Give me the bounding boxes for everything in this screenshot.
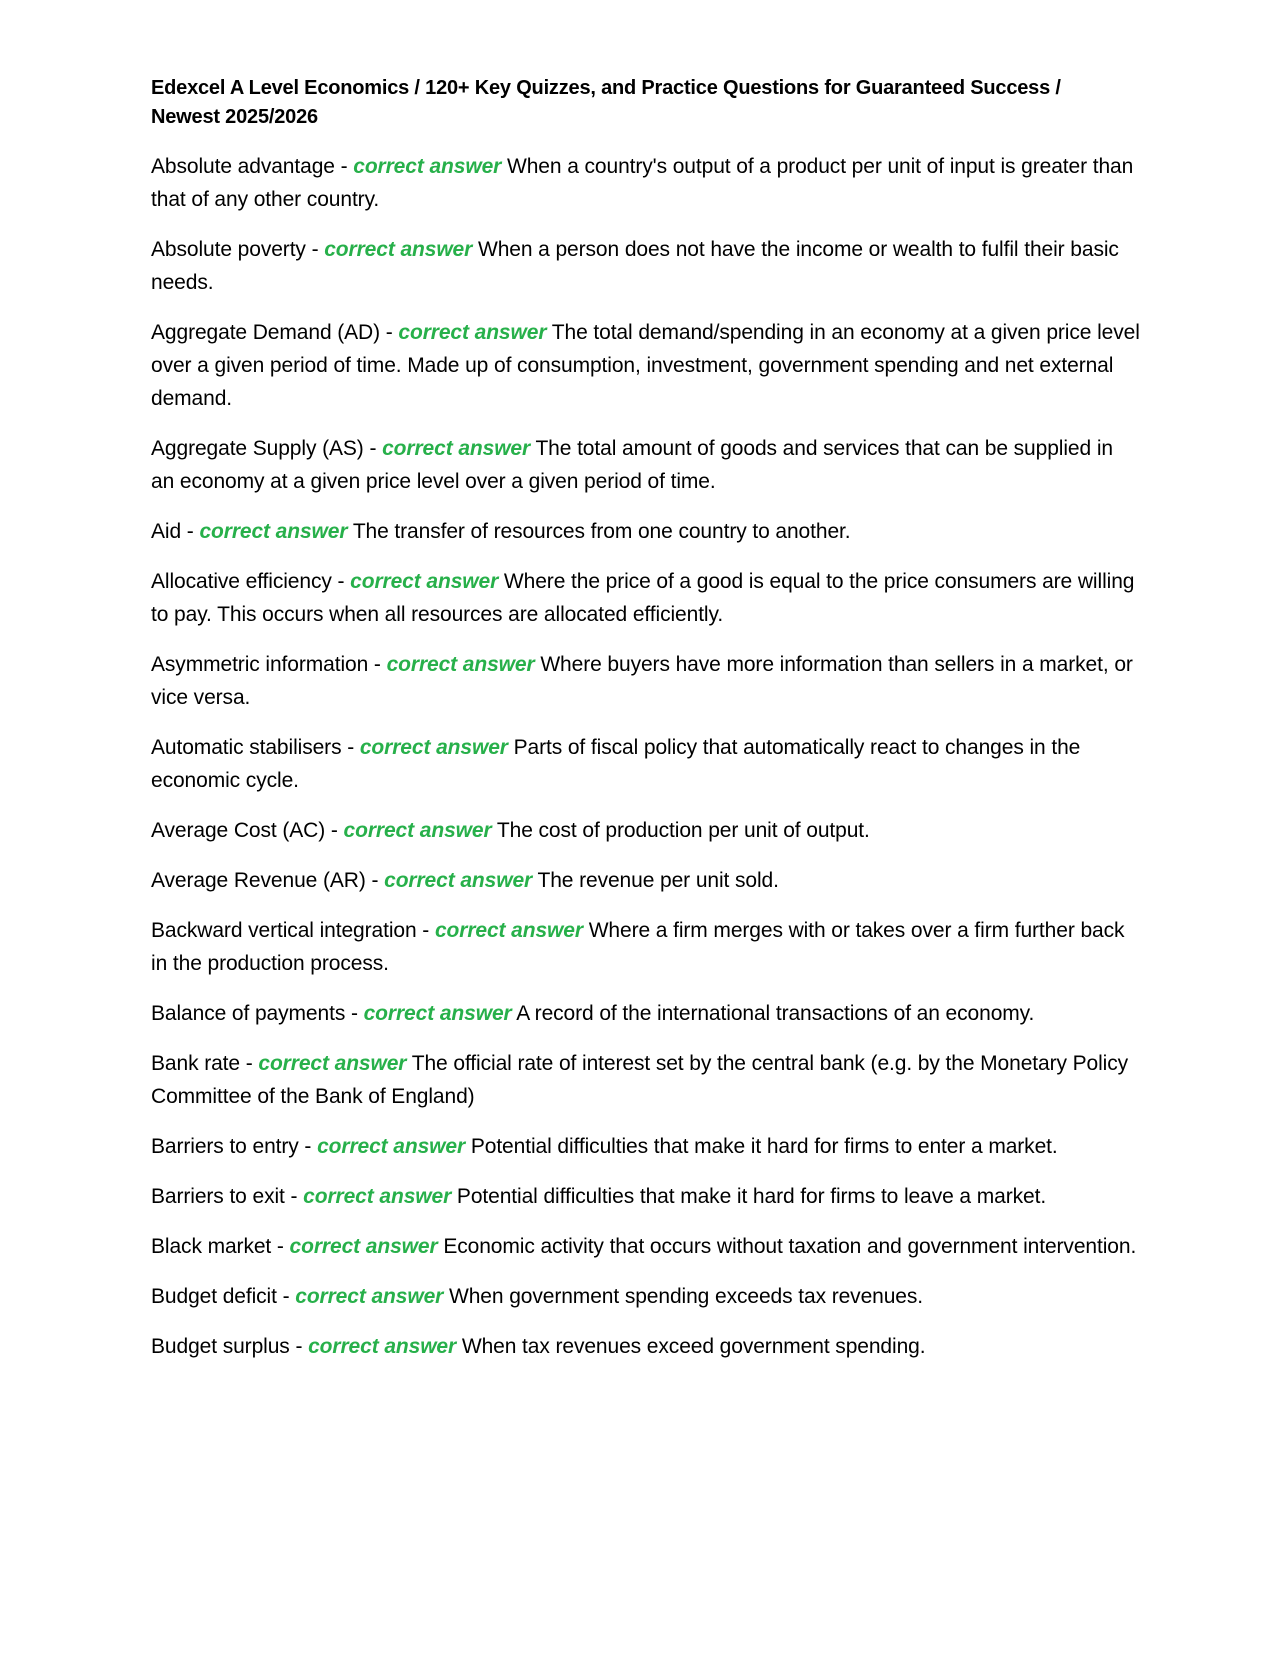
correct-answer-label: correct answer <box>386 653 535 676</box>
term-separator: - <box>331 570 351 593</box>
glossary-entry <box>151 233 1141 299</box>
correct-answer-label: correct answer <box>258 1052 407 1075</box>
term-separator: - <box>289 1335 309 1358</box>
document-title-line-1: Edexcel A Level Economics / 120+ Key Quizzes, and Practice Questions for Guaranteed Success / <box>151 77 1061 99</box>
glossary-entry <box>151 648 1141 714</box>
glossary-definition: Potential difficulties that make it hard for firms to enter a market. <box>470 1135 1058 1158</box>
term-separator: - <box>305 238 325 261</box>
glossary-term: Black market <box>151 1235 272 1258</box>
correct-answer-label: correct answer <box>353 155 502 178</box>
glossary-term: Average Revenue (AR) <box>151 869 366 892</box>
glossary-definition: Parts of fiscal policy that automatically react to changes in the economic cycle. <box>151 736 1081 792</box>
glossary-entry <box>151 1230 1141 1263</box>
glossary-definition: When a person does not have the income or wealth to fulfil their basic needs. <box>151 238 1119 294</box>
glossary-entry <box>151 150 1141 216</box>
glossary-definition: The cost of production per unit of output. <box>496 819 870 842</box>
glossary-entry <box>151 432 1141 498</box>
correct-answer-label: correct answer <box>308 1335 457 1358</box>
glossary-term: Asymmetric information <box>151 653 369 676</box>
correct-answer-label: correct answer <box>434 919 583 942</box>
glossary-definition: The total demand/spending in an economy at a given price level over a given period of time. Made up of consumption, investment, government spending and net external demand. <box>151 321 1140 410</box>
glossary-term: Automatic stabilisers <box>151 736 342 759</box>
term-separator: - <box>298 1135 318 1158</box>
correct-answer-label: correct answer <box>359 736 508 759</box>
glossary-entry <box>151 864 1141 897</box>
glossary-term: Budget deficit <box>151 1285 277 1308</box>
document-title-line-2: Newest 2025/2026 <box>151 106 318 128</box>
term-separator: - <box>240 1052 259 1075</box>
term-separator: - <box>325 819 344 842</box>
term-separator: - <box>380 321 399 344</box>
correct-answer-label: correct answer <box>303 1185 452 1208</box>
glossary-term: Bank rate <box>151 1052 240 1075</box>
glossary-term: Allocative efficiency <box>151 570 332 593</box>
glossary-list <box>151 150 1141 1363</box>
glossary-term: Balance of payments <box>151 1002 346 1025</box>
glossary-definition: The transfer of resources from one country to another. <box>352 520 851 543</box>
correct-answer-label: correct answer <box>350 570 499 593</box>
term-separator: - <box>416 919 435 942</box>
document-title <box>151 74 1141 132</box>
glossary-definition: Economic activity that occurs without taxation and government intervention. <box>443 1235 1137 1258</box>
glossary-definition: Where the price of a good is equal to the price consumers are willing to pay. This occurs when all resources are allocated efficiently. <box>151 570 1135 626</box>
glossary-term: Average Cost (AC) <box>151 819 326 842</box>
glossary-definition: Where buyers have more information than sellers in a market, or vice versa. <box>151 653 1133 709</box>
glossary-definition: The revenue per unit sold. <box>537 869 779 892</box>
glossary-definition: When a country's output of a product per unit of input is greater than that of any other country. <box>151 155 1134 211</box>
glossary-entry <box>151 1280 1141 1313</box>
glossary-definition: When government spending exceeds tax revenues. <box>449 1285 924 1308</box>
term-separator: - <box>345 1002 364 1025</box>
term-separator: - <box>334 155 354 178</box>
correct-answer-label: correct answer <box>324 238 473 261</box>
glossary-entry <box>151 515 1141 548</box>
correct-answer-label: correct answer <box>382 437 531 460</box>
glossary-definition: When tax revenues exceed government spending. <box>461 1335 926 1358</box>
glossary-entry <box>151 1130 1141 1163</box>
glossary-definition: A record of the international transactions of an economy. <box>516 1002 1035 1025</box>
correct-answer-label: correct answer <box>363 1002 512 1025</box>
glossary-entry <box>151 814 1141 847</box>
term-separator: - <box>271 1235 290 1258</box>
document-page <box>151 74 1141 1380</box>
term-separator: - <box>363 437 383 460</box>
glossary-definition: Potential difficulties that make it hard for firms to leave a market. <box>456 1185 1047 1208</box>
glossary-entry <box>151 914 1141 980</box>
glossary-term: Barriers to entry <box>151 1135 299 1158</box>
glossary-definition: Where a firm merges with or takes over a firm further back in the production process. <box>151 919 1125 975</box>
glossary-definition: The total amount of goods and services that can be supplied in an economy at a given price level over a given period of time. <box>151 437 1113 493</box>
glossary-term: Absolute advantage <box>151 155 335 178</box>
glossary-entry <box>151 1330 1141 1363</box>
correct-answer-label: correct answer <box>317 1135 466 1158</box>
glossary-term: Aggregate Demand (AD) <box>151 321 381 344</box>
term-separator: - <box>276 1285 296 1308</box>
term-separator: - <box>181 520 200 543</box>
glossary-entry <box>151 997 1141 1030</box>
glossary-term: Aggregate Supply (AS) <box>151 437 364 460</box>
correct-answer-label: correct answer <box>289 1235 438 1258</box>
glossary-entry <box>151 1180 1141 1213</box>
glossary-term: Barriers to exit <box>151 1185 285 1208</box>
correct-answer-label: correct answer <box>343 819 492 842</box>
term-separator: - <box>368 653 387 676</box>
glossary-term: Backward vertical integration <box>151 919 417 942</box>
glossary-term: Aid <box>151 520 182 543</box>
glossary-definition: The official rate of interest set by the central bank (e.g. by the Monetary Policy Committee of the Bank of England) <box>151 1052 1129 1108</box>
glossary-entry <box>151 1047 1141 1113</box>
term-separator: - <box>341 736 360 759</box>
correct-answer-label: correct answer <box>398 321 547 344</box>
glossary-entry <box>151 316 1141 415</box>
correct-answer-label: correct answer <box>295 1285 444 1308</box>
glossary-entry <box>151 565 1141 631</box>
term-separator: - <box>284 1185 304 1208</box>
glossary-term: Budget surplus <box>151 1335 290 1358</box>
correct-answer-label: correct answer <box>384 869 533 892</box>
correct-answer-label: correct answer <box>199 520 348 543</box>
glossary-entry <box>151 731 1141 797</box>
term-separator: - <box>365 869 385 892</box>
glossary-term: Absolute poverty <box>151 238 306 261</box>
